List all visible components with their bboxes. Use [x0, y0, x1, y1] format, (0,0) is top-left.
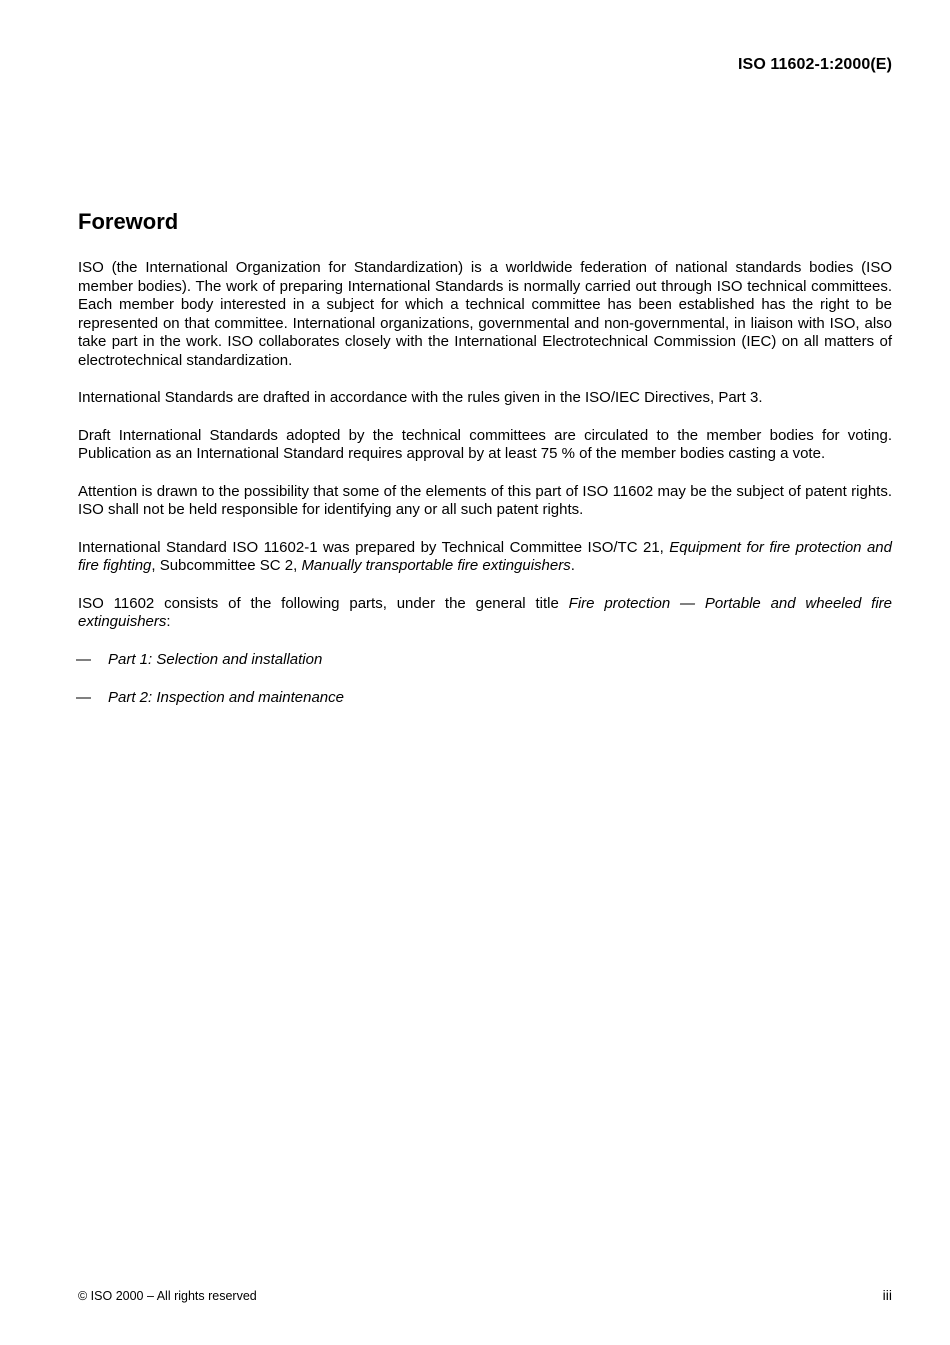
preparation-intro: International Standard ISO 11602-1 was prepared by Technical Committee ISO/TC 21,	[78, 538, 670, 556]
page-title: Foreword	[78, 209, 179, 234]
list-item	[76, 651, 892, 670]
preparation-end: .	[570, 557, 575, 574]
paragraph-preparation	[78, 539, 892, 576]
copyright-notice: © ISO 2000 – All rights reserved	[78, 1289, 257, 1303]
paragraph-voting: Draft International Standards adopted by the technical committees are circulated to the member bodies for voting. Publication as an International Standard requires approval by at least 75 % of the member bodies casting a vote.	[78, 426, 892, 462]
part-label: Part 1: Selection and installation	[108, 650, 323, 668]
foreword-body	[78, 259, 892, 727]
paragraph-directives: International Standards are drafted in accordance with the rules given in the ISO/IEC Directives, Part 3.	[78, 389, 763, 406]
part-label: Part 2: Inspection and maintenance	[108, 688, 344, 706]
general-title: Fire protection — Portable and wheeled fire extinguishers	[78, 594, 892, 630]
page-number: iii	[882, 1287, 892, 1303]
parts-intro-text: ISO 11602 consists of the following parts, under the general title	[78, 594, 569, 612]
list-dash: —	[76, 688, 91, 706]
paragraph-patent-rights: Attention is drawn to the possibility that some of the elements of this part of ISO 11602 may be the subject of patent rights. ISO shall not be held responsible for identifying any or all such patent rights.	[78, 482, 892, 518]
document-identifier: ISO 11602-1:2000(E)	[738, 56, 892, 73]
paragraph-iso-description: ISO (the International Organization for Standardization) is a worldwide federation of national standards bodies (ISO member bodies). The work of preparing International Standards is normally carried out through ISO technical committees. Each member body interested in a subject for which a technical committee has been established has the right to be represented on that committee. International organizations, governmental and non-governmental, in liaison with ISO, also take part in the work. ISO collaborates closely with the International Electrotechnical Commission (IEC) on all matters of electrotechnical standardization.	[78, 259, 892, 369]
paragraph-parts-intro	[78, 595, 892, 632]
list-dash: —	[76, 650, 91, 668]
parts-list	[78, 651, 892, 708]
preparation-mid: , Subcommittee SC 2,	[151, 557, 302, 574]
list-item	[76, 689, 892, 708]
subcommittee-title: Manually transportable fire extinguishers	[301, 557, 571, 574]
committee-title: Equipment for fire protection and fire fighting	[78, 538, 892, 574]
parts-intro-end: :	[166, 613, 171, 630]
